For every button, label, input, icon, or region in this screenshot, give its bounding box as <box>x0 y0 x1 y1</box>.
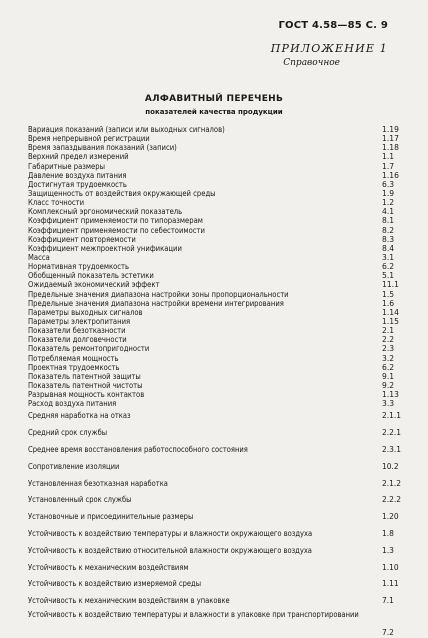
index-entry <box>28 207 395 217</box>
index-entry <box>28 442 402 459</box>
index-entry <box>28 179 395 189</box>
entry-reference: 1.19 <box>382 125 399 134</box>
entry-term: Установленная безотказная наработка <box>28 478 168 488</box>
entry-reference: 2.2.1 <box>382 428 402 438</box>
entry-reference: 9.1 <box>382 371 395 381</box>
entry-term: Масса <box>28 252 50 262</box>
entry-reference: 1.1 <box>382 152 395 162</box>
index-entry <box>28 125 399 134</box>
entry-term: Достигнутая трудоемкость <box>28 179 127 189</box>
entry-reference: 1.10 <box>382 562 399 572</box>
index-entry <box>28 509 399 526</box>
entry-term: Предельные значения диапазона настройки времени интегрирования <box>28 298 284 308</box>
index-entry <box>28 271 395 281</box>
entry-term: Давление воздуха питания <box>28 170 127 180</box>
entry-reference: 5.1 <box>382 271 395 281</box>
entry-term: Средний срок службы <box>28 428 108 438</box>
index-entry <box>28 362 395 372</box>
entry-term: Комплексный эргономический показатель <box>28 207 183 217</box>
index-entry <box>28 390 399 400</box>
entry-term: Предельные значения диапазона настройки зоны пропорциональности <box>28 289 289 299</box>
index-entry <box>28 188 395 198</box>
entry-term: Установочные и присоединительные размеры <box>28 512 194 522</box>
entry-term: Среднее время восстановления работоспособного состояния <box>28 444 248 454</box>
index-entry <box>28 289 395 299</box>
entry-reference: 9.2 <box>382 380 395 390</box>
entry-reference: 1.8 <box>382 528 394 538</box>
entry-reference: 1.14 <box>382 307 399 317</box>
entry-reference: 1.9 <box>382 188 395 198</box>
index-entry <box>28 425 402 442</box>
index-entry <box>28 143 399 153</box>
entry-term: Устойчивость к механическим воздействиям <box>28 562 189 572</box>
entry-reference: 1.3 <box>382 545 394 555</box>
entry-term: Коэффициент применяемости по себестоимости <box>28 225 205 235</box>
entry-reference: 1.15 <box>382 316 399 326</box>
index-entry <box>28 198 395 208</box>
index-entry <box>28 543 394 560</box>
index-entry <box>28 492 402 509</box>
entry-term: Нормативная трудоемкость <box>28 262 130 272</box>
entry-term: Устойчивость к механическим воздействиям в упаковке <box>28 596 230 606</box>
entry-term: Показатель ремонтопригодности <box>28 344 150 354</box>
entry-reference: 6.2 <box>382 362 395 372</box>
index-entry <box>28 526 394 543</box>
index-entry <box>28 152 395 162</box>
entry-term: Время запаздывания показаний (записи) <box>28 143 177 153</box>
index-entry <box>28 593 394 610</box>
entry-reference: 1.18 <box>382 143 399 153</box>
index-entry <box>28 216 395 226</box>
index-entry <box>28 234 395 244</box>
index-entry <box>28 459 399 476</box>
index-entry <box>28 161 395 171</box>
entry-term: Показатель патентной чистоты <box>28 380 143 390</box>
entry-term: Класс точности <box>28 198 85 208</box>
entry-reference: 11.1 <box>382 280 399 290</box>
entry-reference: 2.1.1 <box>382 411 402 421</box>
entry-term: Потребляемая мощность <box>28 353 119 363</box>
entry-reference: 1.11 <box>382 579 399 589</box>
index-entry <box>28 298 395 308</box>
index-entry <box>28 476 402 493</box>
index-entry <box>28 353 395 363</box>
entry-reference: 2.1 <box>382 326 395 336</box>
index-entry <box>28 225 395 235</box>
entry-reference: 10.2 <box>382 461 399 471</box>
index-entry <box>28 326 395 336</box>
alphabetical-index <box>28 125 402 638</box>
entry-reference: 1.6 <box>382 298 395 308</box>
entry-term: Устойчивость к воздействию температуры и влажности окружающего воздуха <box>28 528 313 538</box>
entry-term: Показатель патентной защиты <box>28 371 141 381</box>
index-entry <box>28 262 395 272</box>
entry-reference: 3.3 <box>382 399 395 409</box>
entry-reference: 8.2 <box>382 225 395 235</box>
entry-term: Установленный срок службы <box>28 495 132 505</box>
entry-term: Расход воздуха питания <box>28 399 117 409</box>
index-entry <box>28 307 399 317</box>
index-entry <box>28 609 394 638</box>
entry-reference: 8.3 <box>382 234 395 244</box>
entry-term: Габаритные размеры <box>28 161 105 171</box>
index-entry <box>28 408 402 425</box>
entry-term: Коэффициент применяемости по типоразмерам <box>28 216 203 226</box>
index-entry <box>28 576 399 593</box>
entry-term: Коэффициент межпроектной унификации <box>28 243 182 253</box>
index-entry <box>28 170 399 180</box>
entry-reference: 8.4 <box>382 243 395 253</box>
entry-term: Защищенность от воздействия окружающей среды <box>28 188 216 198</box>
entry-term: Ожидаемый экономический эффект <box>28 280 160 290</box>
index-entry <box>28 280 399 290</box>
index-entry <box>28 252 395 262</box>
index-entry <box>28 371 395 381</box>
entry-term: Устойчивость к воздействию относительной влажности окружающего воздуха <box>28 545 312 555</box>
entry-reference: 2.3 <box>382 344 395 354</box>
entry-term: Разрывная мощность контактов <box>28 390 145 400</box>
index-subtitle: показателей качества продукции <box>145 108 283 116</box>
entry-reference: 3.2 <box>382 353 395 363</box>
entry-reference: 1.5 <box>382 289 395 299</box>
entry-reference: 1.17 <box>382 134 399 144</box>
entry-term: Верхний предел измерений <box>28 152 129 162</box>
entry-reference: 8.1 <box>382 216 395 226</box>
entry-term: Коэффициент повторяемости <box>28 234 136 244</box>
entry-reference: 1.7 <box>382 161 395 171</box>
entry-reference: 7.2 <box>382 627 394 637</box>
entry-term: Вариация показаний (записи или выходных сигналов) <box>28 125 225 134</box>
index-entry <box>28 380 395 390</box>
entry-term: Показатели долговечности <box>28 335 127 345</box>
page-header: ГОСТ 4.58—85 С. 9 <box>278 20 388 31</box>
index-entry <box>28 399 395 409</box>
entry-term: Проектная трудоемкость <box>28 362 120 372</box>
entry-reference: 1.13 <box>382 390 399 400</box>
appendix-title: ПРИЛОЖЕНИЕ 1 <box>270 42 388 55</box>
appendix-note: Справочное <box>283 58 340 68</box>
entry-reference: 2.2.2 <box>382 495 402 505</box>
index-entry <box>28 243 395 253</box>
entry-reference: 2.3.1 <box>382 444 402 454</box>
entry-term: Устойчивость к воздействию измеряемой среды <box>28 579 202 589</box>
entry-term: Обобщенный показатель эстетики <box>28 271 154 281</box>
entry-reference: 4.1 <box>382 207 395 217</box>
entry-term: Средняя наработка на отказ <box>28 411 131 421</box>
index-entry <box>28 316 399 326</box>
entry-reference: 7.1 <box>382 596 394 606</box>
index-entry <box>28 134 399 144</box>
entry-term: Параметры электропитания <box>28 316 131 326</box>
entry-reference: 2.1.2 <box>382 478 402 488</box>
entry-term: Сопротивление изоляции <box>28 461 120 471</box>
entry-reference: 1.16 <box>382 170 399 180</box>
index-entry <box>28 344 395 354</box>
entry-term: Показатели безотказности <box>28 326 126 336</box>
entry-reference: 1.20 <box>382 512 399 522</box>
entry-reference: 6.3 <box>382 179 395 189</box>
entry-term: Параметры выходных сигналов <box>28 307 143 317</box>
index-title: АЛФАВИТНЫЙ ПЕРЕЧЕНЬ <box>144 94 284 104</box>
index-entry <box>28 560 399 577</box>
index-entry <box>28 335 395 345</box>
entry-reference: 3.1 <box>382 252 395 262</box>
entry-reference: 1.2 <box>382 198 395 208</box>
entry-reference: 2.2 <box>382 335 395 345</box>
entry-term: Время непрерывной регистрации <box>28 134 150 144</box>
entry-reference: 6.2 <box>382 262 395 272</box>
entry-term: Устойчивость к воздействию температуры и влажности в упаковке при транспортировании <box>28 609 359 619</box>
